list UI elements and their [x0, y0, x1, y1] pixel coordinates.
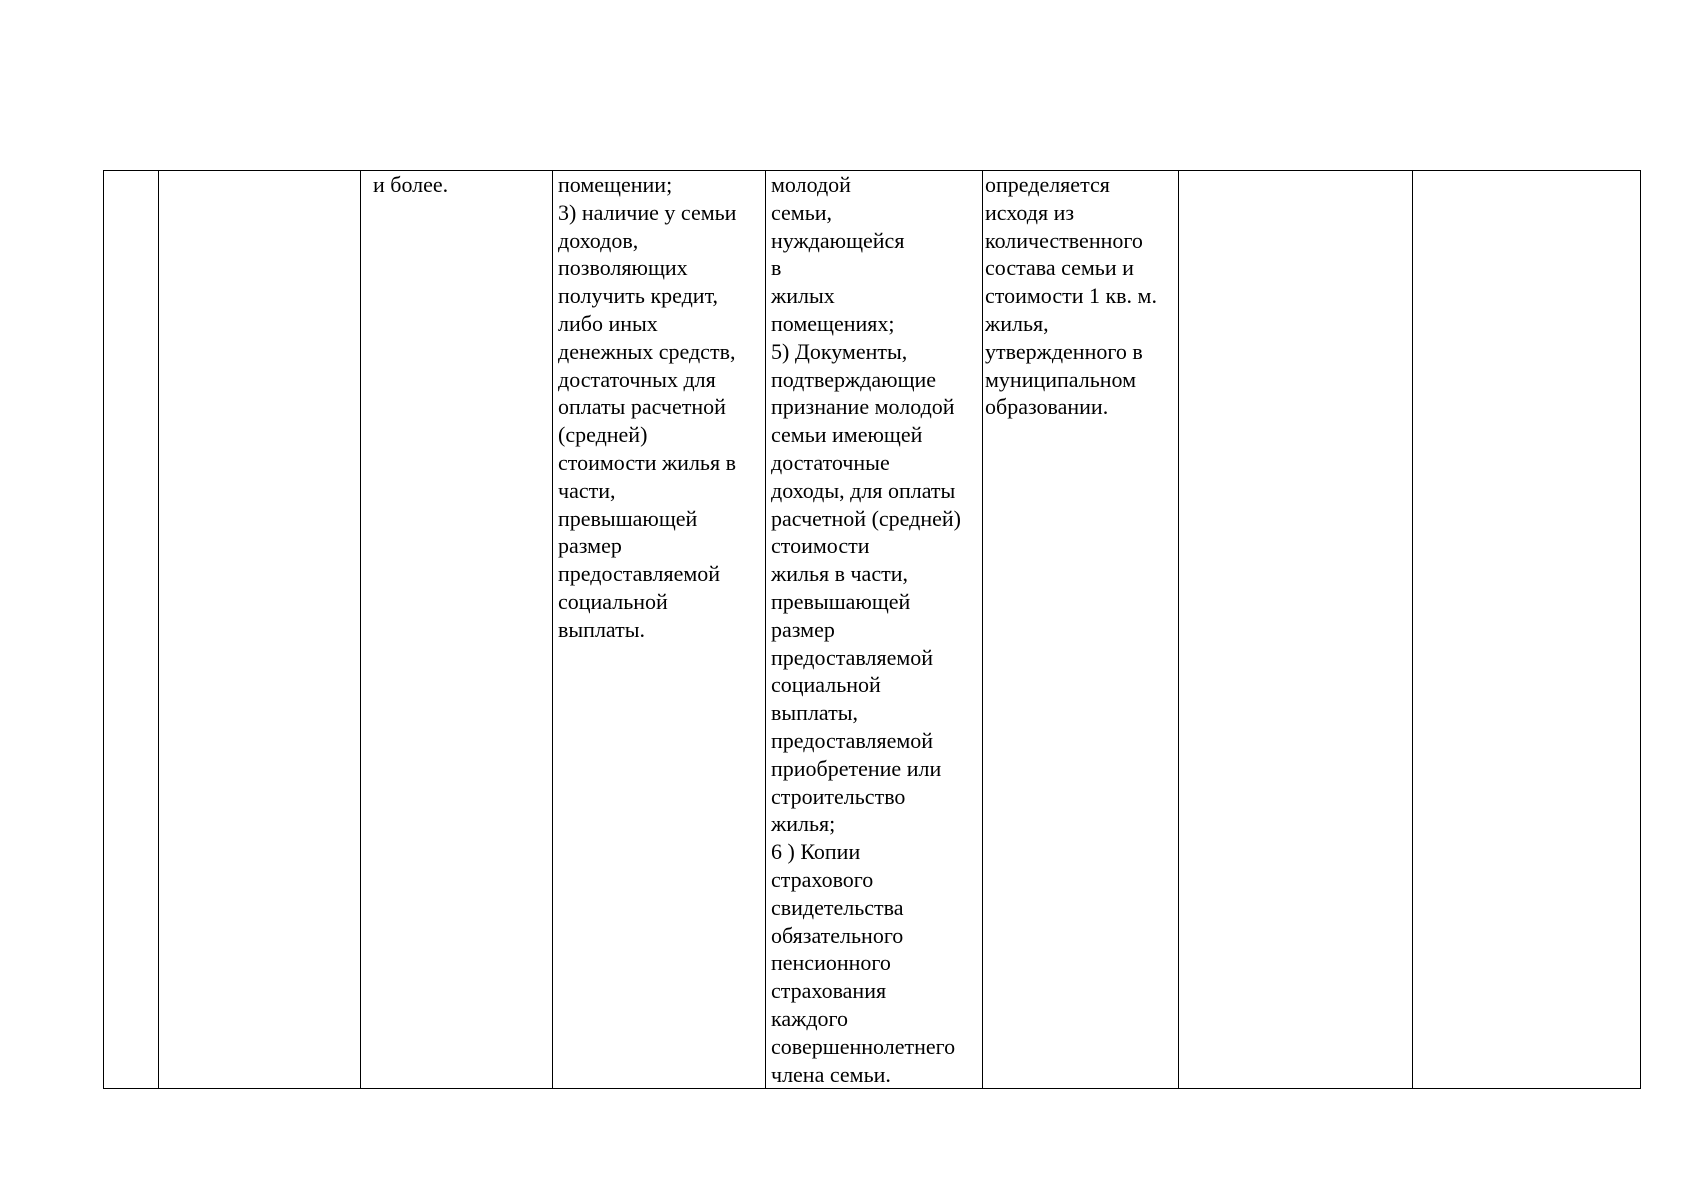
cell-text: определяется исходя из количественного состава семьи и стоимости 1 кв. м. жилья, утвержденного в муниципальном образовании.	[985, 172, 1157, 420]
table-cell-empty-2	[1413, 171, 1641, 1089]
cell-text: помещении; 3) наличие у семьи доходов, позволяющих получить кредит, либо иных денежных средств, достаточных для оплаты расчетной (средней) стоимости жилья в части, превышающей размер предоставляемой социальной выплаты.	[558, 172, 737, 642]
table-cell-name	[159, 171, 361, 1089]
table-cell-documents	[766, 171, 983, 1089]
table-cell-number	[104, 171, 159, 1089]
table-cell-empty-1	[1179, 171, 1413, 1089]
cell-text: молодой семьи, нуждающейся в жилых помещениях; 5) Документы, подтверждающие признание молодой семьи имеющей достаточные доходы, для оплаты расчетной (средней) стоимости жилья в части, превышающей размер предоставляемой социальной выплаты, предоставляемой приобретение или строительство жилья; 6 ) Копии страхового свидетельства обязательного пенсионного страхования каждого совершеннолетнего члена семьи.	[771, 172, 961, 1087]
table-row	[104, 171, 1641, 1089]
table-cell-requirements	[553, 171, 766, 1089]
requirements-table	[103, 170, 1641, 1089]
table-cell-amount	[983, 171, 1179, 1089]
table-cell-condition	[361, 171, 553, 1089]
cell-text: и более.	[373, 172, 449, 197]
